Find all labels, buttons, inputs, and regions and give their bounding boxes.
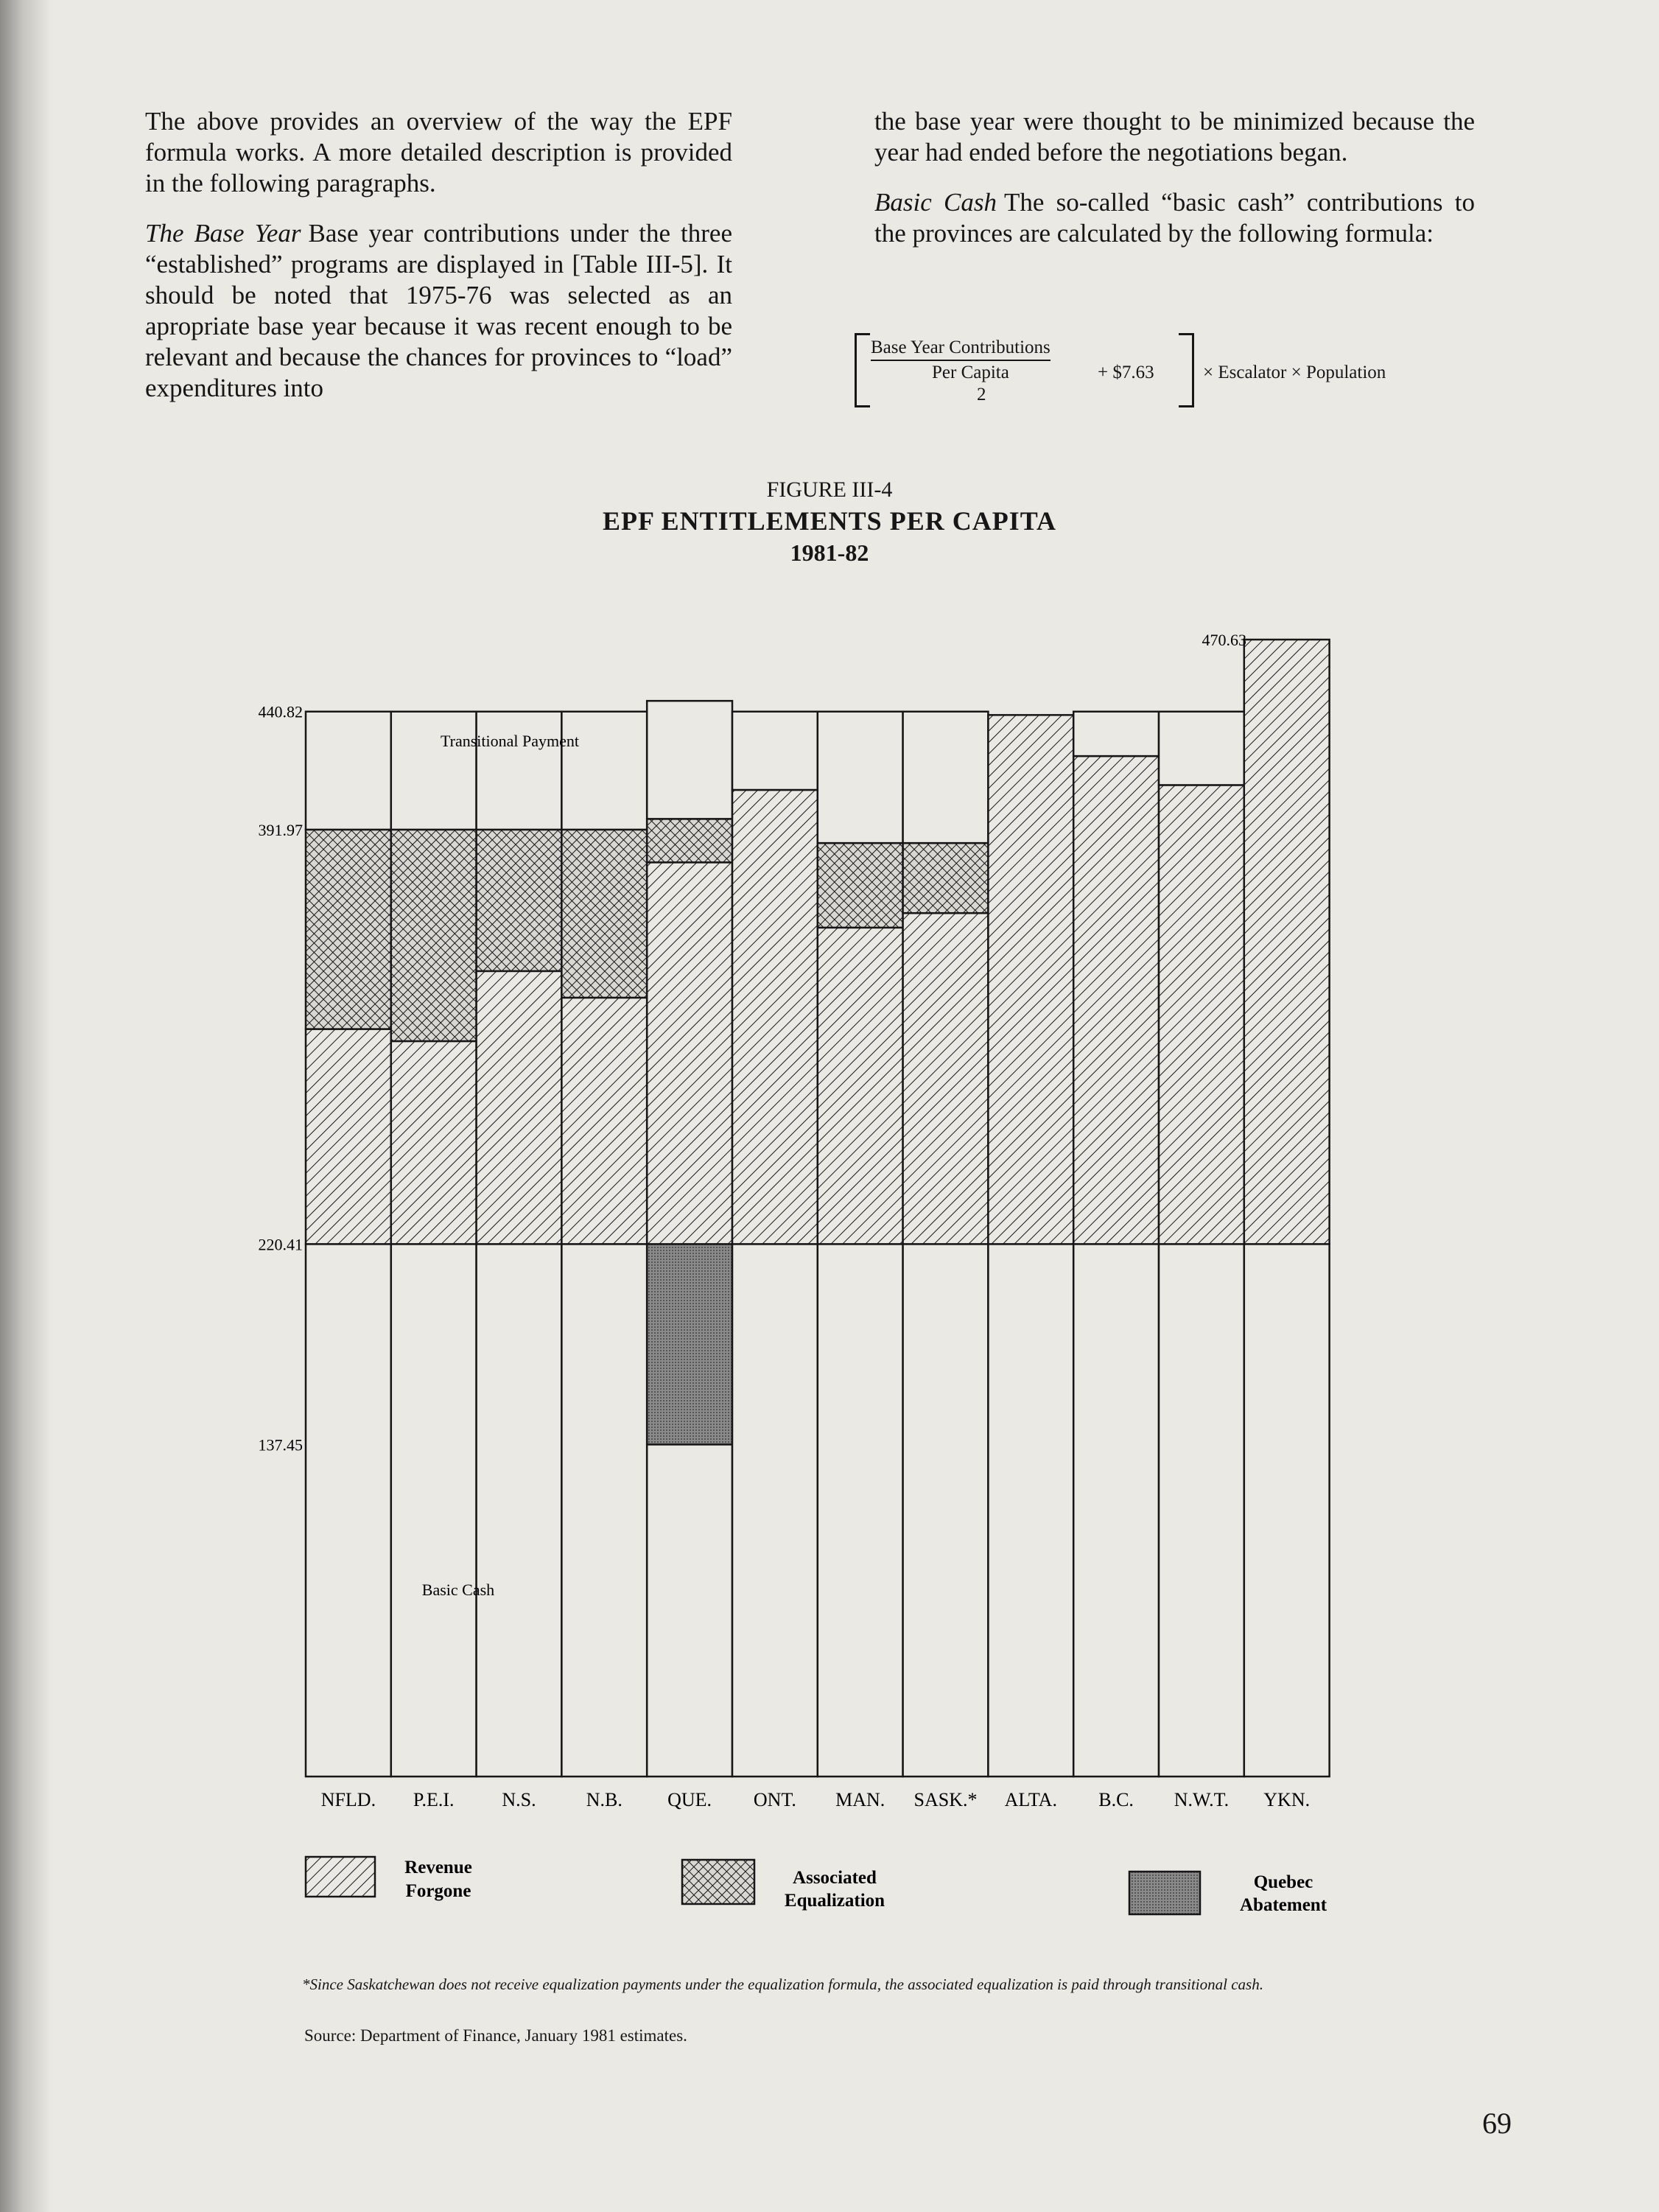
bar-basic-cash-sask (903, 1244, 989, 1777)
bar-revenue-forgone-n-b (561, 998, 647, 1244)
basic-cash-body: The so-called “basic cash” contributions to the provinces are calculated by the following formula: (874, 188, 1475, 248)
x-category-sask: SASK.* (913, 1789, 978, 1810)
bar-basic-cash-man (818, 1244, 903, 1777)
bar-transitional-payment-que (647, 701, 732, 819)
bar-associated-equalization-nfld (306, 830, 391, 1029)
bar-revenue-forgone-que (647, 862, 732, 1244)
bar-transitional-payment-n-w-t (1159, 712, 1244, 785)
base-year-continued: the base year were thought to be minimized because the year had ended before the negotiations began. (874, 107, 1475, 167)
bar-transitional-payment-n-b (561, 712, 647, 830)
x-category-alta: ALTA. (1004, 1789, 1057, 1810)
x-category-ont: ONT. (753, 1789, 796, 1810)
bar-revenue-forgone-alta (988, 715, 1073, 1244)
bar-transitional-payment-p-e-i (391, 712, 477, 830)
bar-basic-cash-ont (732, 1244, 818, 1777)
y-tick-label-1: 220.41 (258, 1235, 303, 1254)
bar-basic-cash-b-c (1073, 1244, 1159, 1777)
bar-revenue-forgone-p-e-i (391, 1041, 477, 1244)
bar-quebec-abatement-que (647, 1244, 732, 1444)
bar-basic-cash-n-b (561, 1244, 647, 1777)
bar-associated-equalization-p-e-i (391, 830, 477, 1041)
intro-paragraph: The above provides an overview of the way the EPF formula works. A more detailed description is provided in the following paragraphs. (145, 107, 732, 197)
x-axis-categories (321, 1789, 1310, 1810)
bar-associated-equalization-man (818, 843, 903, 928)
legend-swatch-revenue-forgone (306, 1857, 375, 1897)
bar-revenue-forgone-sask (903, 913, 989, 1244)
bar-associated-equalization-que (647, 819, 732, 862)
formula-numerator: Base Year Contributions (871, 337, 1051, 361)
x-category-ykn: YKN. (1263, 1789, 1311, 1810)
legend-label-equalization-line2: Equalization (784, 1891, 885, 1911)
transitional-payment-label: Transitional Payment (440, 732, 580, 750)
bar-basic-cash-p-e-i (391, 1244, 477, 1777)
x-category-que: QUE. (667, 1789, 712, 1810)
bar-transitional-payment-b-c (1073, 712, 1159, 756)
bars-layer (306, 640, 1330, 1777)
x-category-n-w-t: N.W.T. (1174, 1789, 1230, 1810)
formula-plus-term: + $7.63 (1098, 363, 1154, 382)
basic-cash-label: Basic Cash (421, 1581, 495, 1599)
legend-label-revenue-line2: Forgone (405, 1881, 471, 1901)
chart-source: Source: Department of Finance, January 1981 estimates. (304, 2026, 687, 2045)
y-tick-label-4: 470.63 (1202, 631, 1246, 649)
bar-revenue-forgone-ykn (1244, 640, 1330, 1244)
legend-swatch-quebec-abatement (1129, 1872, 1200, 1914)
legend-label-equalization-line1: Associated (793, 1868, 877, 1888)
bar-transitional-payment-ont (732, 712, 818, 790)
x-category-p-e-i: P.E.I. (413, 1789, 455, 1810)
page-number: 69 (1482, 2107, 1512, 2140)
figure-year: 1981-82 (790, 539, 869, 566)
base-year-body: Base year contributions under the three “established” programs are displayed in [Table III-5]. It should be noted that 1975-76 was selected as an apropriate base year because it was recent enough to be relevant and because the chances for provinces to “load” expenditures into (145, 219, 732, 402)
bar-transitional-payment-sask (903, 712, 989, 843)
bar-basic-cash-n-w-t (1159, 1244, 1244, 1777)
bar-basic-cash-alta (988, 1244, 1073, 1777)
legend-label-abatement-line1: Quebec (1253, 1872, 1313, 1892)
bar-basic-cash-n-s (477, 1244, 562, 1777)
bar-associated-equalization-sask (903, 843, 989, 913)
basic-cash-heading: Basic Cash (874, 188, 997, 217)
bar-associated-equalization-n-s (477, 830, 562, 971)
bar-associated-equalization-n-b (561, 830, 647, 998)
bar-revenue-forgone-ont (732, 790, 818, 1244)
bar-revenue-forgone-n-s (477, 971, 562, 1244)
bar-revenue-forgone-nfld (306, 1029, 391, 1245)
bar-revenue-forgone-b-c (1073, 756, 1159, 1244)
y-tick-label-2: 391.97 (258, 820, 303, 839)
bar-transitional-payment-nfld (306, 712, 391, 830)
x-category-man: MAN. (835, 1789, 885, 1810)
formula-denominator: Per Capita (932, 363, 1009, 382)
x-category-nfld: NFLD. (320, 1789, 376, 1810)
saskatchewan-footnote: *Since Saskatchewan does not receive equalization payments under the equalization formula, the associated equalization is paid through transitional cash. (302, 1975, 1263, 1993)
bar-revenue-forgone-man (818, 928, 903, 1244)
base-year-heading: The Base Year (145, 219, 301, 248)
legend-swatch-associated-equalization (682, 1860, 754, 1904)
x-category-n-b: N.B. (586, 1789, 622, 1810)
legend (306, 1857, 1327, 1915)
bar-basic-cash-que (647, 1444, 732, 1777)
x-category-n-s: N.S. (502, 1789, 536, 1810)
formula-divisor: 2 (977, 385, 986, 405)
legend-label-abatement-line2: Abatement (1239, 1895, 1327, 1915)
legend-label-revenue-line1: Revenue (404, 1858, 472, 1877)
bar-transitional-payment-n-s (477, 712, 562, 830)
formula-tail: × Escalator × Population (1203, 363, 1386, 382)
y-tick-label-3: 440.82 (258, 702, 303, 721)
bar-basic-cash-nfld (306, 1244, 391, 1777)
bar-transitional-payment-man (818, 712, 903, 843)
bar-basic-cash-ykn (1244, 1244, 1330, 1777)
figure-title: EPF ENTITLEMENTS PER CAPITA (602, 506, 1057, 536)
y-tick-label-0: 137.45 (258, 1435, 303, 1455)
bar-revenue-forgone-n-w-t (1159, 785, 1244, 1244)
figure-number: FIGURE III-4 (766, 477, 893, 502)
x-category-b-c: B.C. (1098, 1789, 1134, 1810)
